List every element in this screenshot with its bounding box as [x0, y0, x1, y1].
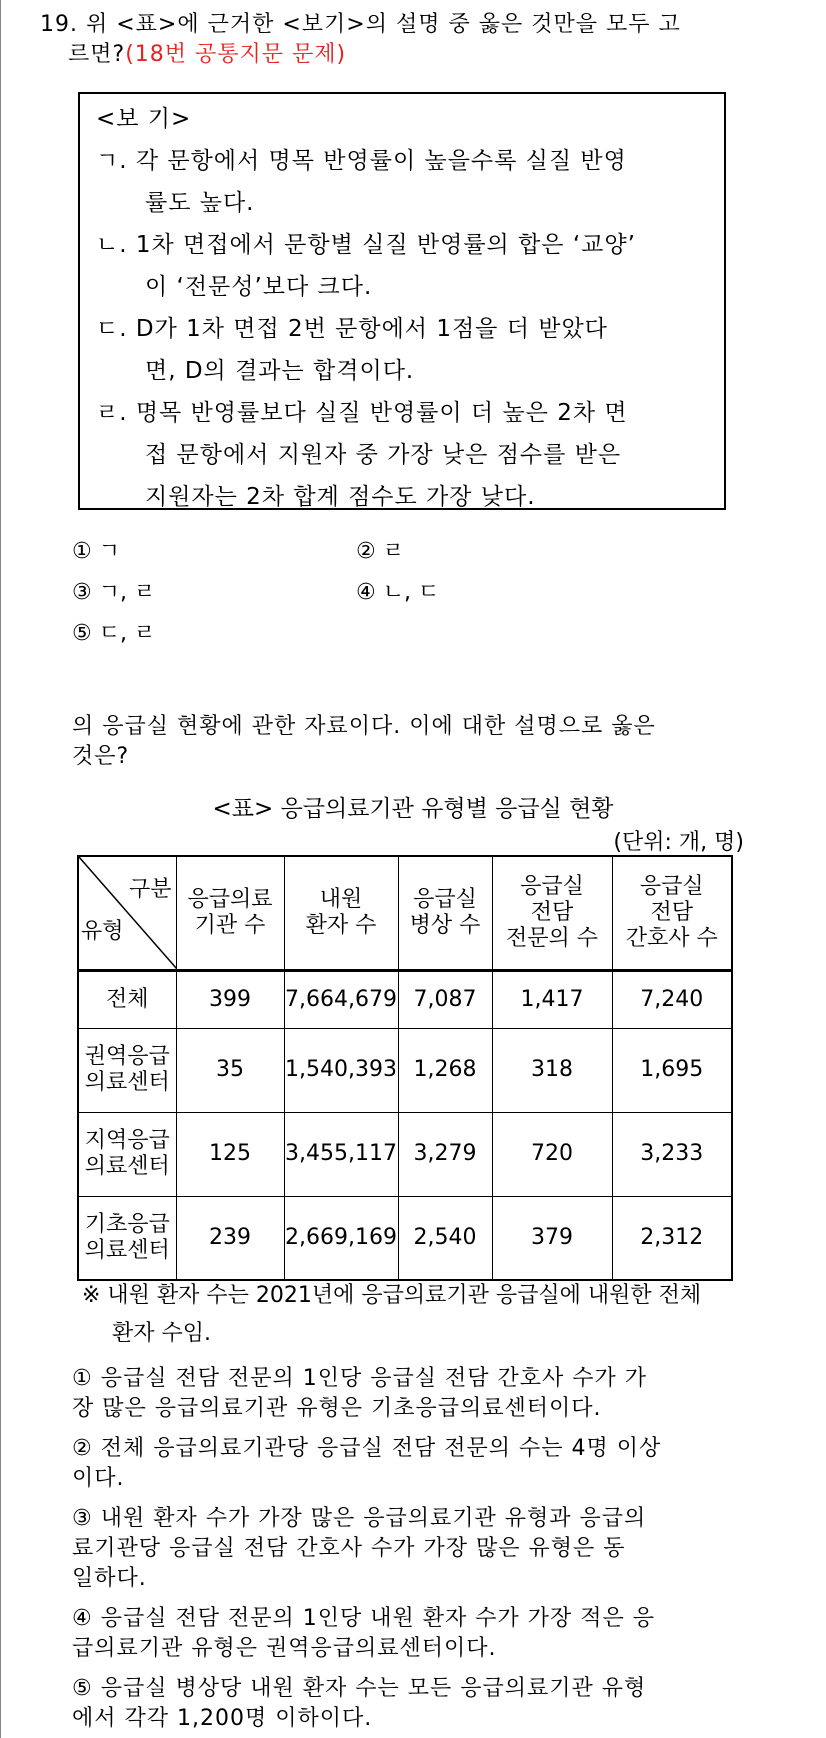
- choice-2[interactable]: ② ㄹ: [356, 539, 404, 564]
- answer-5-line1[interactable]: ⑤ 응급실 병상당 내원 환자 수는 모든 응급의료기관 유형: [72, 1676, 647, 1701]
- bogi-header: <보 기>: [96, 106, 192, 132]
- table-cell: 35: [176, 1028, 284, 1112]
- answer-3-line2: 료기관당 응급실 전담 간호사 수가 가장 많은 유형은 동: [72, 1536, 626, 1561]
- answer-3-line1[interactable]: ③ 내원 환자 수가 가장 많은 응급의료기관 유형과 응급의: [72, 1506, 647, 1531]
- row-type: 권역응급 의료센터: [78, 1028, 176, 1112]
- bogi-line: ㄴ. 1차 면접에서 문항별 실질 반영률의 합은 ‘교양’: [96, 232, 636, 258]
- answer-4-line1[interactable]: ④ 응급실 전담 전문의 1인당 내원 환자 수가 가장 적은 응: [72, 1606, 655, 1631]
- corner-top-label: 구분: [128, 877, 172, 902]
- column-header: 응급실 병상 수: [398, 856, 492, 970]
- bogi-line: ㄷ. D가 1차 면접 2번 문항에서 1점을 더 받았다: [96, 316, 608, 342]
- data-table: [77, 855, 733, 1281]
- table-cell: 2,669,169: [284, 1196, 398, 1280]
- table-cell: 720: [492, 1112, 612, 1196]
- column-header: 응급의료 기관 수: [176, 856, 284, 970]
- corner-cell: [78, 856, 176, 970]
- bogi-line: ㄱ. 각 문항에서 명목 반영률이 높을수록 실질 반영: [96, 148, 627, 174]
- answer-1-line1[interactable]: ① 응급실 전담 전문의 1인당 응급실 전담 간호사 수가 가: [72, 1366, 647, 1391]
- table-note-line1: ※ 내원 환자 수는 2021년에 응급의료기관 응급실에 내원한 전체: [82, 1283, 702, 1308]
- corner-bottom-label: 유형: [81, 918, 124, 944]
- row-type: 전체: [78, 970, 176, 1028]
- bogi-line: 률도 높다.: [145, 190, 255, 216]
- row-type: 기초응급 의료센터: [78, 1196, 176, 1280]
- bogi-line: 이 ‘전문성’보다 크다.: [145, 274, 373, 300]
- question-19-line1: 19. 위 <표>에 근거한 <보기>의 설명 중 옳은 것만을 모두 고: [40, 12, 681, 37]
- answer-1-line2: 장 많은 응급의료기관 유형은 기초응급의료센터이다.: [72, 1396, 602, 1421]
- table-row: [78, 970, 732, 1028]
- header-row: [78, 856, 732, 970]
- answer-5-line2: 에서 각각 1,200명 이하이다.: [72, 1706, 373, 1731]
- table-title: <표> 응급의료기관 유형별 응급실 현황: [212, 796, 614, 822]
- table-cell: 3,455,117: [284, 1112, 398, 1196]
- question-20-line1: 의 응급실 현황에 관한 자료이다. 이에 대한 설명으로 옳은: [72, 714, 656, 739]
- bogi-line: 지원자는 2차 합계 점수도 가장 낮다.: [145, 484, 536, 510]
- table-cell: 2,540: [398, 1196, 492, 1280]
- table-cell: 3,279: [398, 1112, 492, 1196]
- answer-4-line2: 급의료기관 유형은 권역응급의료센터이다.: [72, 1636, 497, 1661]
- question-19-line2: [68, 40, 346, 70]
- column-header: 내원 환자 수: [284, 856, 398, 970]
- bogi-line: 접 문항에서 지원자 중 가장 낮은 점수를 받은: [145, 442, 622, 468]
- answer-3-line3: 일하다.: [72, 1566, 147, 1591]
- table-row: [78, 1028, 732, 1112]
- row-type: 지역응급 의료센터: [78, 1112, 176, 1196]
- table-cell: 1,695: [612, 1028, 732, 1112]
- bogi-line: ㄹ. 명목 반영률보다 실질 반영률이 더 높은 2차 면: [96, 400, 628, 426]
- table-cell: 1,268: [398, 1028, 492, 1112]
- table-cell: 7,664,679: [284, 970, 398, 1028]
- choice-4[interactable]: ④ ㄴ, ㄷ: [356, 580, 440, 605]
- answer-2-line2: 이다.: [72, 1466, 125, 1491]
- table-cell: 318: [492, 1028, 612, 1112]
- table-unit: (단위: 개, 명): [613, 830, 744, 855]
- table-cell: 7,240: [612, 970, 732, 1028]
- choice-1[interactable]: ① ㄱ: [72, 539, 120, 564]
- choice-5[interactable]: ⑤ ㄷ, ㄹ: [72, 621, 156, 646]
- question-20-line2: 것은?: [72, 744, 130, 769]
- table-cell: 399: [176, 970, 284, 1028]
- table-cell: 7,087: [398, 970, 492, 1028]
- diagonal-line: [79, 857, 177, 969]
- table-row: [78, 1112, 732, 1196]
- common-passage-note: (18번 공통지문 문제): [125, 42, 347, 67]
- table-cell: 379: [492, 1196, 612, 1280]
- table-row: [78, 1196, 732, 1280]
- column-header: 응급실 전담 전문의 수: [492, 856, 612, 970]
- table-cell: 1,540,393: [284, 1028, 398, 1112]
- table-cell: 239: [176, 1196, 284, 1280]
- choice-3[interactable]: ③ ㄱ, ㄹ: [72, 580, 156, 605]
- column-header: 응급실 전담 간호사 수: [612, 856, 732, 970]
- answer-2-line1[interactable]: ② 전체 응급의료기관당 응급실 전담 전문의 수는 4명 이상: [72, 1436, 662, 1461]
- table-cell: 1,417: [492, 970, 612, 1028]
- bogi-line: 면, D의 결과는 합격이다.: [145, 358, 415, 384]
- question-19-suffix: 르면?: [68, 42, 126, 67]
- table-cell: 125: [176, 1112, 284, 1196]
- table-note-line2: 환자 수임.: [112, 1321, 211, 1346]
- table-cell: 3,233: [612, 1112, 732, 1196]
- table-cell: 2,312: [612, 1196, 732, 1280]
